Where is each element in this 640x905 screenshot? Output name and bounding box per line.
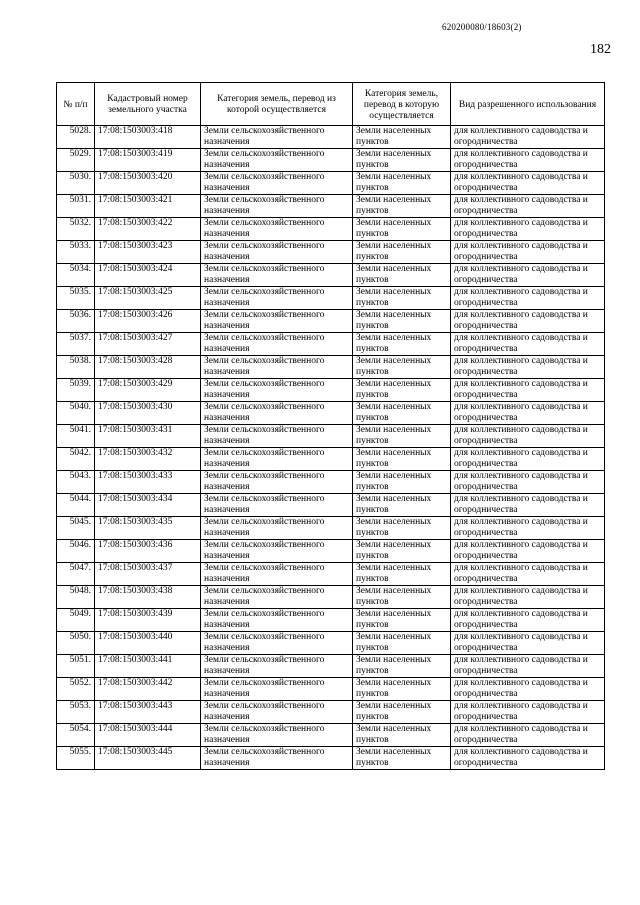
cadastral-number: 17:08:1503003:441 [95,655,201,678]
table-row [57,333,605,356]
row-number: 5046. [57,540,95,563]
category-from: Земли сельскохозяйственного назначения [201,724,353,747]
permitted-use: для коллективного садоводства и огородничества [451,402,605,425]
permitted-use: для коллективного садоводства и огородничества [451,333,605,356]
category-to: Земли населенных пунктов [353,632,451,655]
category-to: Земли населенных пунктов [353,402,451,425]
category-to: Земли населенных пунктов [353,333,451,356]
land-register-table [56,82,605,770]
cadastral-number: 17:08:1503003:418 [95,126,201,149]
cadastral-number: 17:08:1503003:422 [95,218,201,241]
row-number: 5034. [57,264,95,287]
cadastral-number: 17:08:1503003:426 [95,310,201,333]
row-number: 5031. [57,195,95,218]
cadastral-number: 17:08:1503003:436 [95,540,201,563]
category-to: Земли населенных пунктов [353,356,451,379]
category-to: Земли населенных пунктов [353,195,451,218]
table-row [57,747,605,770]
table-row [57,126,605,149]
table-row [57,379,605,402]
category-from: Земли сельскохозяйственного назначения [201,678,353,701]
table-row [57,149,605,172]
table-row [57,356,605,379]
row-number: 5051. [57,655,95,678]
cadastral-number: 17:08:1503003:442 [95,678,201,701]
category-from: Земли сельскохозяйственного назначения [201,356,353,379]
page-number: 182 [590,42,611,57]
permitted-use: для коллективного садоводства и огородничества [451,149,605,172]
category-from: Земли сельскохозяйственного назначения [201,402,353,425]
table-row [57,632,605,655]
category-from: Земли сельскохозяйственного назначения [201,218,353,241]
table-row [57,195,605,218]
row-number: 5054. [57,724,95,747]
category-to: Земли населенных пунктов [353,494,451,517]
row-number: 5045. [57,517,95,540]
row-number: 5042. [57,448,95,471]
row-number: 5032. [57,218,95,241]
permitted-use: для коллективного садоводства и огородничества [451,586,605,609]
cadastral-number: 17:08:1503003:439 [95,609,201,632]
category-from: Земли сельскохозяйственного назначения [201,747,353,770]
row-number: 5037. [57,333,95,356]
category-from: Земли сельскохозяйственного назначения [201,586,353,609]
category-to: Земли населенных пунктов [353,655,451,678]
row-number: 5047. [57,563,95,586]
permitted-use: для коллективного садоводства и огородничества [451,517,605,540]
category-to: Земли населенных пунктов [353,379,451,402]
table-row [57,264,605,287]
category-to: Земли населенных пунктов [353,609,451,632]
category-from: Земли сельскохозяйственного назначения [201,609,353,632]
permitted-use: для коллективного садоводства и огородничества [451,563,605,586]
row-number: 5052. [57,678,95,701]
permitted-use: для коллективного садоводства и огородничества [451,172,605,195]
cadastral-number: 17:08:1503003:420 [95,172,201,195]
table-row [57,287,605,310]
permitted-use: для коллективного садоводства и огородничества [451,287,605,310]
category-from: Земли сельскохозяйственного назначения [201,425,353,448]
permitted-use: для коллективного садоводства и огородничества [451,678,605,701]
table-row [57,448,605,471]
permitted-use: для коллективного садоводства и огородничества [451,195,605,218]
row-number: 5039. [57,379,95,402]
table-row [57,310,605,333]
table-row [57,402,605,425]
row-number: 5038. [57,356,95,379]
cadastral-number: 17:08:1503003:423 [95,241,201,264]
category-from: Земли сельскохозяйственного назначения [201,241,353,264]
category-from: Земли сельскохозяйственного назначения [201,287,353,310]
permitted-use: для коллективного садоводства и огородничества [451,724,605,747]
permitted-use: для коллективного садоводства и огородничества [451,218,605,241]
table-row [57,218,605,241]
table-row [57,678,605,701]
category-to: Земли населенных пунктов [353,517,451,540]
category-to: Земли населенных пунктов [353,264,451,287]
permitted-use: для коллективного садоводства и огородничества [451,747,605,770]
table-row [57,655,605,678]
category-to: Земли населенных пунктов [353,701,451,724]
table-row [57,494,605,517]
cadastral-number: 17:08:1503003:421 [95,195,201,218]
table-row [57,724,605,747]
category-from: Земли сельскохозяйственного назначения [201,701,353,724]
permitted-use: для коллективного садоводства и огородничества [451,356,605,379]
category-from: Земли сельскохозяйственного назначения [201,333,353,356]
row-number: 5030. [57,172,95,195]
category-to: Земли населенных пунктов [353,678,451,701]
table-header [57,83,605,126]
category-from: Земли сельскохозяйственного назначения [201,517,353,540]
cadastral-number: 17:08:1503003:440 [95,632,201,655]
cadastral-number: 17:08:1503003:431 [95,425,201,448]
category-from: Земли сельскохозяйственного назначения [201,149,353,172]
category-from: Земли сельскохозяйственного назначения [201,563,353,586]
table-row [57,701,605,724]
cadastral-number: 17:08:1503003:444 [95,724,201,747]
document-id: 620200080/18603(2) [442,22,522,32]
row-number: 5055. [57,747,95,770]
cadastral-number: 17:08:1503003:419 [95,149,201,172]
category-to: Земли населенных пунктов [353,747,451,770]
category-to: Земли населенных пунктов [353,172,451,195]
category-to: Земли населенных пунктов [353,448,451,471]
category-to: Земли населенных пунктов [353,425,451,448]
category-from: Земли сельскохозяйственного назначения [201,264,353,287]
row-number: 5050. [57,632,95,655]
row-number: 5049. [57,609,95,632]
category-to: Земли населенных пунктов [353,586,451,609]
header-number: № п/п [57,83,95,126]
category-to: Земли населенных пунктов [353,310,451,333]
permitted-use: для коллективного садоводства и огородничества [451,379,605,402]
category-to: Земли населенных пунктов [353,471,451,494]
row-number: 5035. [57,287,95,310]
cadastral-number: 17:08:1503003:434 [95,494,201,517]
category-from: Земли сельскохозяйственного назначения [201,448,353,471]
permitted-use: для коллективного садоводства и огородничества [451,264,605,287]
row-number: 5048. [57,586,95,609]
cadastral-number: 17:08:1503003:428 [95,356,201,379]
header-row [57,83,605,126]
table-body [57,126,605,770]
table-row [57,609,605,632]
cadastral-number: 17:08:1503003:425 [95,287,201,310]
category-to: Земли населенных пунктов [353,724,451,747]
cadastral-number: 17:08:1503003:424 [95,264,201,287]
row-number: 5044. [57,494,95,517]
cadastral-number: 17:08:1503003:432 [95,448,201,471]
cadastral-number: 17:08:1503003:433 [95,471,201,494]
category-to: Земли населенных пунктов [353,563,451,586]
permitted-use: для коллективного садоводства и огородничества [451,609,605,632]
permitted-use: для коллективного садоводства и огородничества [451,540,605,563]
category-from: Земли сельскохозяйственного назначения [201,126,353,149]
category-from: Земли сельскохозяйственного назначения [201,195,353,218]
category-to: Земли населенных пунктов [353,149,451,172]
cadastral-number: 17:08:1503003:427 [95,333,201,356]
permitted-use: для коллективного садоводства и огородничества [451,471,605,494]
permitted-use: для коллективного садоводства и огородничества [451,241,605,264]
table-row [57,517,605,540]
row-number: 5041. [57,425,95,448]
category-from: Земли сельскохозяйственного назначения [201,379,353,402]
cadastral-number: 17:08:1503003:429 [95,379,201,402]
table-row [57,425,605,448]
category-to: Земли населенных пунктов [353,241,451,264]
row-number: 5040. [57,402,95,425]
category-to: Земли населенных пунктов [353,540,451,563]
permitted-use: для коллективного садоводства и огородничества [451,310,605,333]
row-number: 5036. [57,310,95,333]
table-row [57,172,605,195]
category-from: Земли сельскохозяйственного назначения [201,632,353,655]
row-number: 5033. [57,241,95,264]
row-number: 5028. [57,126,95,149]
header-cadastral-number: Кадастровый номер земельного участка [95,83,201,126]
category-to: Земли населенных пунктов [353,287,451,310]
row-number: 5053. [57,701,95,724]
category-from: Земли сельскохозяйственного назначения [201,494,353,517]
cadastral-number: 17:08:1503003:430 [95,402,201,425]
table-row [57,540,605,563]
header-category-to: Категория земель, перевод в которую осуществляется [353,83,451,126]
permitted-use: для коллективного садоводства и огородничества [451,425,605,448]
cadastral-number: 17:08:1503003:435 [95,517,201,540]
row-number: 5029. [57,149,95,172]
permitted-use: для коллективного садоводства и огородничества [451,701,605,724]
cadastral-number: 17:08:1503003:437 [95,563,201,586]
permitted-use: для коллективного садоводства и огородничества [451,494,605,517]
table-row [57,586,605,609]
category-from: Земли сельскохозяйственного назначения [201,540,353,563]
row-number: 5043. [57,471,95,494]
cadastral-number: 17:08:1503003:443 [95,701,201,724]
permitted-use: для коллективного садоводства и огородничества [451,126,605,149]
permitted-use: для коллективного садоводства и огородничества [451,655,605,678]
category-from: Земли сельскохозяйственного назначения [201,655,353,678]
category-from: Земли сельскохозяйственного назначения [201,471,353,494]
header-category-from: Категория земель, перевод из которой осуществляется [201,83,353,126]
cadastral-number: 17:08:1503003:438 [95,586,201,609]
cadastral-number: 17:08:1503003:445 [95,747,201,770]
category-from: Земли сельскохозяйственного назначения [201,172,353,195]
category-to: Земли населенных пунктов [353,126,451,149]
table-row [57,241,605,264]
permitted-use: для коллективного садоводства и огородничества [451,632,605,655]
category-from: Земли сельскохозяйственного назначения [201,310,353,333]
table-row [57,471,605,494]
permitted-use: для коллективного садоводства и огородничества [451,448,605,471]
header-permitted-use: Вид разрешенного использования [451,83,605,126]
category-to: Земли населенных пунктов [353,218,451,241]
table-row [57,563,605,586]
